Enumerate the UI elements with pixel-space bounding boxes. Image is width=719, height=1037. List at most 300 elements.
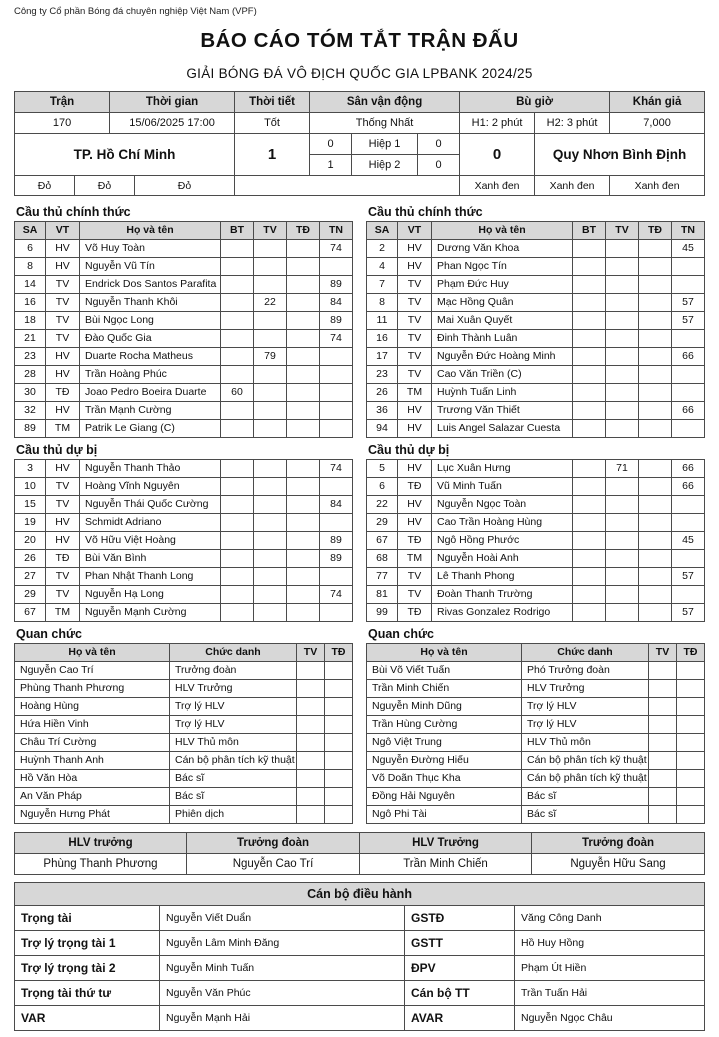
table-cell	[221, 568, 254, 586]
table-cell: 23	[15, 348, 46, 366]
table-cell: HLV Thủ môn	[522, 734, 649, 752]
table-cell	[320, 568, 353, 586]
away-score: 0	[460, 134, 535, 176]
table-cell: Trần Hùng Cường	[367, 716, 522, 734]
table-cell: Luis Angel Salazar Cuesta	[432, 420, 573, 438]
table-row	[367, 568, 705, 586]
table-cell: 32	[15, 402, 46, 420]
table-cell: TM	[398, 384, 432, 402]
table-row	[15, 806, 353, 824]
column-header: TĐ	[287, 222, 320, 240]
table-cell: HV	[398, 496, 432, 514]
table-cell	[639, 348, 672, 366]
table-cell: 99	[367, 604, 398, 622]
table-cell	[254, 330, 287, 348]
table-cell: 27	[15, 568, 46, 586]
table-cell: Nguyễn Thái Quốc Cường	[80, 496, 221, 514]
table-cell	[221, 366, 254, 384]
table-cell	[573, 460, 606, 478]
table-cell: Schmidt Adriano	[80, 514, 221, 532]
officials-table-header-row	[367, 644, 705, 662]
table-cell	[573, 366, 606, 384]
half2-away-score: 0	[418, 155, 460, 176]
table-cell	[677, 752, 705, 770]
column-header: TV	[254, 222, 287, 240]
stadium-header: Sân vận động	[310, 92, 460, 113]
table-row	[15, 276, 353, 294]
table-cell	[573, 348, 606, 366]
table-cell	[320, 366, 353, 384]
table-cell: 45	[672, 532, 705, 550]
table-cell	[325, 680, 353, 698]
table-cell	[649, 680, 677, 698]
table-cell: 29	[367, 514, 398, 532]
colors-spacer-cell	[235, 176, 460, 196]
table-cell: 29	[15, 586, 46, 604]
table-cell	[254, 402, 287, 420]
table-cell	[254, 604, 287, 622]
table-cell: TV	[46, 496, 80, 514]
table-cell: HV	[46, 258, 80, 276]
table-row	[15, 258, 353, 276]
table-cell	[254, 586, 287, 604]
table-cell: Patrik Le Giang (C)	[80, 420, 221, 438]
table-cell: 21	[15, 330, 46, 348]
table-cell: HV	[46, 348, 80, 366]
table-row	[15, 312, 353, 330]
table-row	[15, 496, 353, 514]
table-cell: Trợ lý HLV	[170, 698, 297, 716]
table-row	[367, 662, 705, 680]
table-cell: TV	[46, 586, 80, 604]
table-cell: Châu Trí Cường	[15, 734, 170, 752]
table-cell	[573, 258, 606, 276]
table-cell: 16	[367, 330, 398, 348]
table-cell: Rivas Gonzalez Rodrigo	[432, 604, 573, 622]
table-cell: Vũ Minh Tuấn	[432, 478, 573, 496]
table-cell: TM	[46, 420, 80, 438]
table-cell: 10	[15, 478, 46, 496]
table-cell: 2	[367, 240, 398, 258]
table-row	[367, 402, 705, 420]
table-cell: Trợ lý trọng tài 2	[15, 956, 160, 981]
table-cell	[649, 662, 677, 680]
match-number-cell: 170	[15, 113, 110, 134]
table-cell	[287, 384, 320, 402]
table-cell	[325, 806, 353, 824]
table-cell	[221, 402, 254, 420]
table-cell	[325, 662, 353, 680]
table-cell	[320, 420, 353, 438]
table-cell	[221, 460, 254, 478]
table-cell: 89	[320, 312, 353, 330]
table-cell: GSTĐ	[405, 906, 515, 931]
table-cell: Trợ lý HLV	[522, 698, 649, 716]
table-row	[367, 698, 705, 716]
table-cell	[254, 550, 287, 568]
table-cell	[325, 752, 353, 770]
table-cell: Joao Pedro Boeira Duarte	[80, 384, 221, 402]
table-cell: TĐ	[398, 478, 432, 496]
table-cell: An Văn Pháp	[15, 788, 170, 806]
table-cell	[639, 532, 672, 550]
table-row	[15, 981, 705, 1006]
half1-home-score: 0	[310, 134, 352, 155]
table-row	[367, 734, 705, 752]
table-cell: Trần Hoàng Phúc	[80, 366, 221, 384]
table-cell: Nguyễn Minh Tuấn	[160, 956, 405, 981]
home-color-1: Đỏ	[15, 176, 75, 196]
table-row	[15, 604, 353, 622]
table-row	[15, 532, 353, 550]
away-officials-title: Quan chức	[368, 627, 435, 641]
table-cell	[297, 788, 325, 806]
table-cell	[287, 604, 320, 622]
away-subs-title: Cầu thủ dự bị	[368, 443, 450, 457]
away-starters-title: Cầu thủ chính thức	[368, 205, 483, 219]
column-header: TN	[320, 222, 353, 240]
table-cell	[573, 420, 606, 438]
table-cell	[573, 402, 606, 420]
table-cell: Bùi Võ Viết Tuấn	[367, 662, 522, 680]
table-cell: Đoàn Thanh Trường	[432, 586, 573, 604]
table-cell: 26	[15, 550, 46, 568]
stoppage-header: Bù giờ	[460, 92, 610, 113]
table-cell: 14	[15, 276, 46, 294]
table-cell	[606, 330, 639, 348]
table-row	[367, 752, 705, 770]
table-cell	[639, 384, 672, 402]
table-cell	[639, 240, 672, 258]
table-cell	[254, 258, 287, 276]
table-cell: TĐ	[398, 532, 432, 550]
table-cell	[221, 258, 254, 276]
away-color-2: Xanh đen	[535, 176, 610, 196]
table-cell	[325, 716, 353, 734]
table-cell: 45	[672, 240, 705, 258]
table-cell: 6	[367, 478, 398, 496]
table-cell: Cán bộ TT	[405, 981, 515, 1006]
table-cell	[672, 366, 705, 384]
table-row	[15, 478, 353, 496]
table-cell: Trợ lý HLV	[522, 716, 649, 734]
column-header: SA	[367, 222, 398, 240]
table-cell: Văng Công Danh	[515, 906, 705, 931]
table-cell	[297, 662, 325, 680]
table-cell	[221, 348, 254, 366]
table-cell: Nguyễn Cao Trí	[187, 854, 360, 875]
table-cell: Bác sĩ	[522, 788, 649, 806]
table-cell	[672, 514, 705, 532]
table-cell: 79	[254, 348, 287, 366]
table-cell: TV	[46, 568, 80, 586]
table-cell	[606, 258, 639, 276]
column-header: Họ và tên	[432, 222, 573, 240]
table-cell: Lê Thanh Phong	[432, 568, 573, 586]
table-cell: HV	[46, 460, 80, 478]
table-cell	[287, 330, 320, 348]
table-cell	[606, 366, 639, 384]
stadium-cell: Thống Nhất	[310, 113, 460, 134]
table-row	[15, 240, 353, 258]
stoppage-h1-cell: H1: 2 phút	[460, 113, 535, 134]
table-cell: TV	[46, 478, 80, 496]
table-cell: HLV Trưởng	[522, 680, 649, 698]
table-cell: Hồ Huy Hồng	[515, 931, 705, 956]
table-cell: TV	[398, 276, 432, 294]
table-cell: Hoàng Vĩnh Nguyên	[80, 478, 221, 496]
table-cell	[573, 384, 606, 402]
table-cell	[677, 716, 705, 734]
table-row	[367, 550, 705, 568]
table-cell	[639, 586, 672, 604]
table-cell	[677, 698, 705, 716]
table-cell: Hứa Hiền Vinh	[15, 716, 170, 734]
table-row	[367, 532, 705, 550]
table-cell	[221, 532, 254, 550]
table-cell	[254, 496, 287, 514]
table-row	[367, 330, 705, 348]
table-cell: Trợ lý HLV	[170, 716, 297, 734]
table-cell	[320, 604, 353, 622]
table-cell: TV	[398, 348, 432, 366]
page-subtitle: GIẢI BÓNG ĐÁ VÔ ĐỊCH QUỐC GIA LPBANK 2024/25	[186, 66, 533, 81]
table-cell: Bác sĩ	[170, 788, 297, 806]
home-team-column	[14, 200, 352, 824]
table-row	[367, 384, 705, 402]
table-cell	[325, 788, 353, 806]
table-cell: 3	[15, 460, 46, 478]
column-header: Họ và tên	[80, 222, 221, 240]
table-cell: TĐ	[46, 550, 80, 568]
table-cell	[639, 294, 672, 312]
column-header: Chức danh	[522, 644, 649, 662]
admin-header-row	[15, 883, 705, 906]
table-row	[367, 276, 705, 294]
table-cell: Bùi Văn Bình	[80, 550, 221, 568]
table-row	[15, 586, 353, 604]
table-cell: Ngô Phi Tài	[367, 806, 522, 824]
table-cell	[672, 330, 705, 348]
table-cell: Lục Xuân Hưng	[432, 460, 573, 478]
away-team-name: Quy Nhơn Bình Định	[535, 134, 705, 176]
half2-label: Hiệp 2	[352, 155, 418, 176]
table-cell	[297, 680, 325, 698]
table-cell: 71	[606, 460, 639, 478]
table-cell: Mạc Hồng Quân	[432, 294, 573, 312]
table-cell: Nguyễn Lâm Minh Đăng	[160, 931, 405, 956]
column-header: SA	[15, 222, 46, 240]
column-header: Trưởng đoàn	[532, 833, 705, 854]
table-cell: HV	[46, 402, 80, 420]
table-cell	[573, 532, 606, 550]
table-cell	[639, 514, 672, 532]
column-header: HLV trưởng	[15, 833, 187, 854]
table-cell	[573, 568, 606, 586]
table-row	[367, 478, 705, 496]
match-info-table	[14, 91, 705, 196]
home-team-name: TP. Hồ Chí Minh	[15, 134, 235, 176]
table-cell: 11	[367, 312, 398, 330]
table-cell	[677, 734, 705, 752]
table-cell: 67	[15, 604, 46, 622]
table-row	[15, 662, 353, 680]
table-cell: 57	[672, 312, 705, 330]
table-cell	[677, 680, 705, 698]
table-cell: Phạm Đức Huy	[432, 276, 573, 294]
table-cell	[254, 240, 287, 258]
table-cell: 74	[320, 240, 353, 258]
table-cell: Cao Văn Triền (C)	[432, 366, 573, 384]
table-cell: TĐ	[46, 384, 80, 402]
table-cell: 74	[320, 330, 353, 348]
table-cell: Cán bộ phân tích kỹ thuật	[522, 770, 649, 788]
table-cell	[221, 586, 254, 604]
table-cell	[254, 276, 287, 294]
half1-away-score: 0	[418, 134, 460, 155]
table-cell: AVAR	[405, 1006, 515, 1031]
table-row	[15, 568, 353, 586]
table-cell: TV	[398, 586, 432, 604]
table-cell	[297, 716, 325, 734]
column-header: TĐ	[639, 222, 672, 240]
table-cell	[639, 366, 672, 384]
table-cell: 8	[15, 258, 46, 276]
table-cell: Trọng tài	[15, 906, 160, 931]
table-cell: Nguyễn Thanh Thảo	[80, 460, 221, 478]
table-cell: 18	[15, 312, 46, 330]
away-team-column	[366, 200, 704, 824]
table-cell: Huỳnh Tuấn Linh	[432, 384, 573, 402]
table-cell: TV	[46, 294, 80, 312]
table-cell: HV	[46, 514, 80, 532]
table-cell: 89	[320, 532, 353, 550]
table-row	[367, 420, 705, 438]
table-cell: 7	[367, 276, 398, 294]
table-cell	[606, 420, 639, 438]
table-cell	[639, 330, 672, 348]
table-cell: 81	[367, 586, 398, 604]
home-officials-table	[14, 643, 353, 824]
column-header: TV	[297, 644, 325, 662]
table-cell: HV	[398, 402, 432, 420]
table-cell	[287, 586, 320, 604]
table-cell: 6	[15, 240, 46, 258]
table-row	[367, 460, 705, 478]
table-cell: 15	[15, 496, 46, 514]
table-row	[15, 402, 353, 420]
table-cell	[573, 240, 606, 258]
table-cell	[573, 604, 606, 622]
home-score: 1	[235, 134, 310, 176]
table-cell: 74	[320, 460, 353, 478]
table-cell: Nguyễn Vũ Tín	[80, 258, 221, 276]
table-cell: 77	[367, 568, 398, 586]
table-cell	[677, 806, 705, 824]
table-row	[367, 806, 705, 824]
table-cell: Hoàng Hùng	[15, 698, 170, 716]
table-cell: Trần Tuấn Hải	[515, 981, 705, 1006]
table-row	[15, 294, 353, 312]
table-cell	[672, 550, 705, 568]
table-cell: 84	[320, 496, 353, 514]
table-row	[15, 788, 353, 806]
table-cell: 26	[367, 384, 398, 402]
away-starters-table	[366, 221, 705, 438]
table-cell: Nguyễn Mạnh Hải	[160, 1006, 405, 1031]
table-cell: 28	[15, 366, 46, 384]
table-cell	[221, 240, 254, 258]
kit-colors-row	[15, 176, 705, 196]
table-cell	[221, 294, 254, 312]
match-info-header-row	[15, 92, 705, 113]
table-row	[367, 348, 705, 366]
table-cell: 57	[672, 294, 705, 312]
table-cell: Đồng Hải Nguyên	[367, 788, 522, 806]
table-cell: Phùng Thanh Phương	[15, 854, 187, 875]
table-cell: HV	[398, 240, 432, 258]
table-cell: Phan Ngọc Tín	[432, 258, 573, 276]
table-row	[15, 1006, 705, 1031]
table-cell	[677, 662, 705, 680]
column-header: Trưởng đoàn	[187, 833, 360, 854]
table-cell	[297, 806, 325, 824]
table-cell: Nguyễn Ngọc Châu	[515, 1006, 705, 1031]
table-cell	[297, 734, 325, 752]
table-cell: Võ Huy Toàn	[80, 240, 221, 258]
table-cell: 84	[320, 294, 353, 312]
table-cell: 4	[367, 258, 398, 276]
table-cell: 66	[672, 402, 705, 420]
table-cell: HV	[46, 366, 80, 384]
table-cell: 66	[672, 478, 705, 496]
table-cell: HV	[46, 532, 80, 550]
admin-title: Cán bộ điều hành	[15, 883, 705, 906]
table-cell: Nguyễn Đường Hiếu	[367, 752, 522, 770]
table-cell	[573, 478, 606, 496]
table-row	[367, 770, 705, 788]
table-cell: TV	[398, 294, 432, 312]
table-cell: TV	[398, 312, 432, 330]
match-info-values-row	[15, 113, 705, 134]
table-cell	[639, 258, 672, 276]
table-cell	[606, 478, 639, 496]
half2-home-score: 1	[310, 155, 352, 176]
table-cell	[254, 514, 287, 532]
table-cell: Nguyễn Minh Dũng	[367, 698, 522, 716]
table-cell	[221, 330, 254, 348]
home-officials-title: Quan chức	[16, 627, 83, 641]
table-cell	[254, 384, 287, 402]
player-table-header-row	[367, 222, 705, 240]
table-cell	[287, 568, 320, 586]
table-cell	[672, 420, 705, 438]
table-cell: 5	[367, 460, 398, 478]
page-title: BÁO CÁO TÓM TẮT TRẬN ĐẤU	[200, 29, 519, 52]
table-cell: Bác sĩ	[522, 806, 649, 824]
table-cell	[573, 330, 606, 348]
away-color-3: Xanh đen	[610, 176, 705, 196]
table-cell: Cán bộ phân tích kỹ thuật	[170, 752, 297, 770]
table-cell: Đào Quốc Gia	[80, 330, 221, 348]
table-cell	[639, 604, 672, 622]
table-cell	[606, 348, 639, 366]
table-cell	[221, 496, 254, 514]
table-row	[367, 312, 705, 330]
table-row	[367, 366, 705, 384]
table-cell	[573, 276, 606, 294]
table-cell: 68	[367, 550, 398, 568]
